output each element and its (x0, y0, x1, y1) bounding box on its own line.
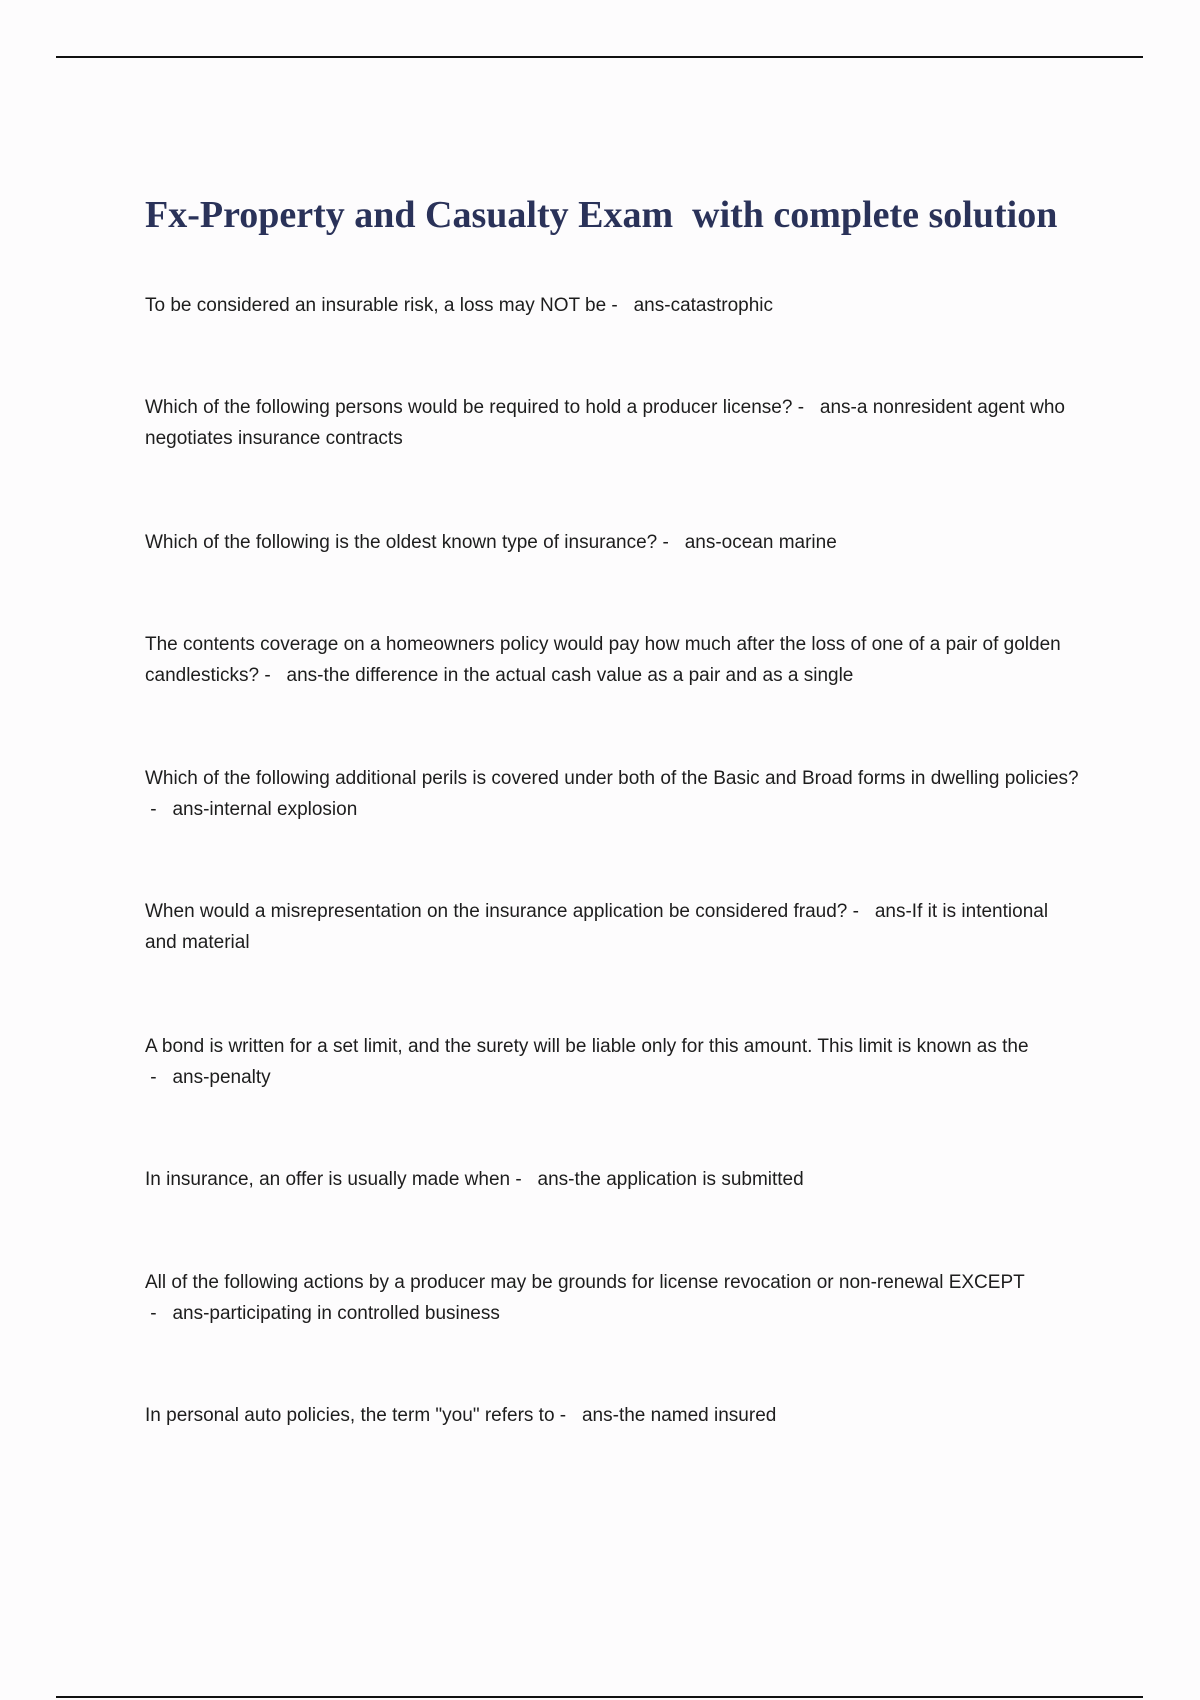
answer-text: ans-the application is submitted (537, 1169, 804, 1190)
separator: - (145, 1067, 173, 1088)
separator: - (145, 1303, 173, 1324)
separator: - (510, 1169, 538, 1190)
answer-text: ans-If it is intentional and material (145, 901, 1049, 953)
qa-item (145, 1400, 1085, 1431)
separator: - (259, 665, 287, 686)
qa-item (145, 896, 1085, 958)
separator: - (606, 295, 634, 316)
answer-text: ans-catastrophic (633, 295, 774, 316)
question-text: Which of the following is the oldest known type of insurance? (145, 532, 658, 553)
qa-item (145, 392, 1085, 454)
answer-text: ans-the difference in the actual cash value as a pair and as a single (286, 665, 854, 686)
qa-item (145, 1031, 1085, 1093)
qa-item (145, 1164, 1085, 1195)
answer-text: ans-a nonresident agent who negotiates insurance contracts (145, 397, 1065, 449)
answer-text: ans-internal explosion (172, 799, 358, 820)
document-title: Fx-Property and Casualty Exam with complete solution (145, 194, 1058, 236)
separator: - (145, 799, 173, 820)
top-divider (56, 56, 1143, 58)
question-text: When would a misrepresentation on the insurance application be considered fraud? (145, 901, 848, 922)
question-text: Which of the following additional perils is covered under both of the Basic and Broad forms in dwelling policies? (145, 768, 1079, 789)
question-text: To be considered an insurable risk, a loss may NOT be (145, 295, 607, 316)
question-text: In personal auto policies, the term "you" refers to (145, 1405, 555, 1426)
question-text: A bond is written for a set limit, and the surety will be liable only for this amount. This limit is known as the (145, 1036, 1029, 1057)
separator: - (792, 397, 820, 418)
answer-text: ans-ocean marine (684, 532, 837, 553)
qa-item (145, 763, 1085, 825)
question-text: Which of the following persons would be required to hold a producer license? (145, 397, 793, 418)
qa-item (145, 290, 1085, 321)
qa-item (145, 1267, 1085, 1329)
answer-text: ans-penalty (172, 1067, 271, 1088)
qa-item (145, 629, 1085, 691)
answer-text: ans-the named insured (581, 1405, 777, 1426)
separator: - (554, 1405, 582, 1426)
answer-text: ans-participating in controlled business (172, 1303, 500, 1324)
separator: - (847, 901, 875, 922)
qa-item (145, 527, 1085, 558)
question-text: In insurance, an offer is usually made when (145, 1169, 511, 1190)
bottom-divider (56, 1696, 1143, 1698)
question-text: All of the following actions by a producer may be grounds for license revocation or non-renewal EXCEPT (145, 1272, 1025, 1293)
question-text: The contents coverage on a homeowners policy would pay how much after the loss of one of a pair of golden candlesticks? (145, 634, 1061, 686)
separator: - (657, 532, 685, 553)
